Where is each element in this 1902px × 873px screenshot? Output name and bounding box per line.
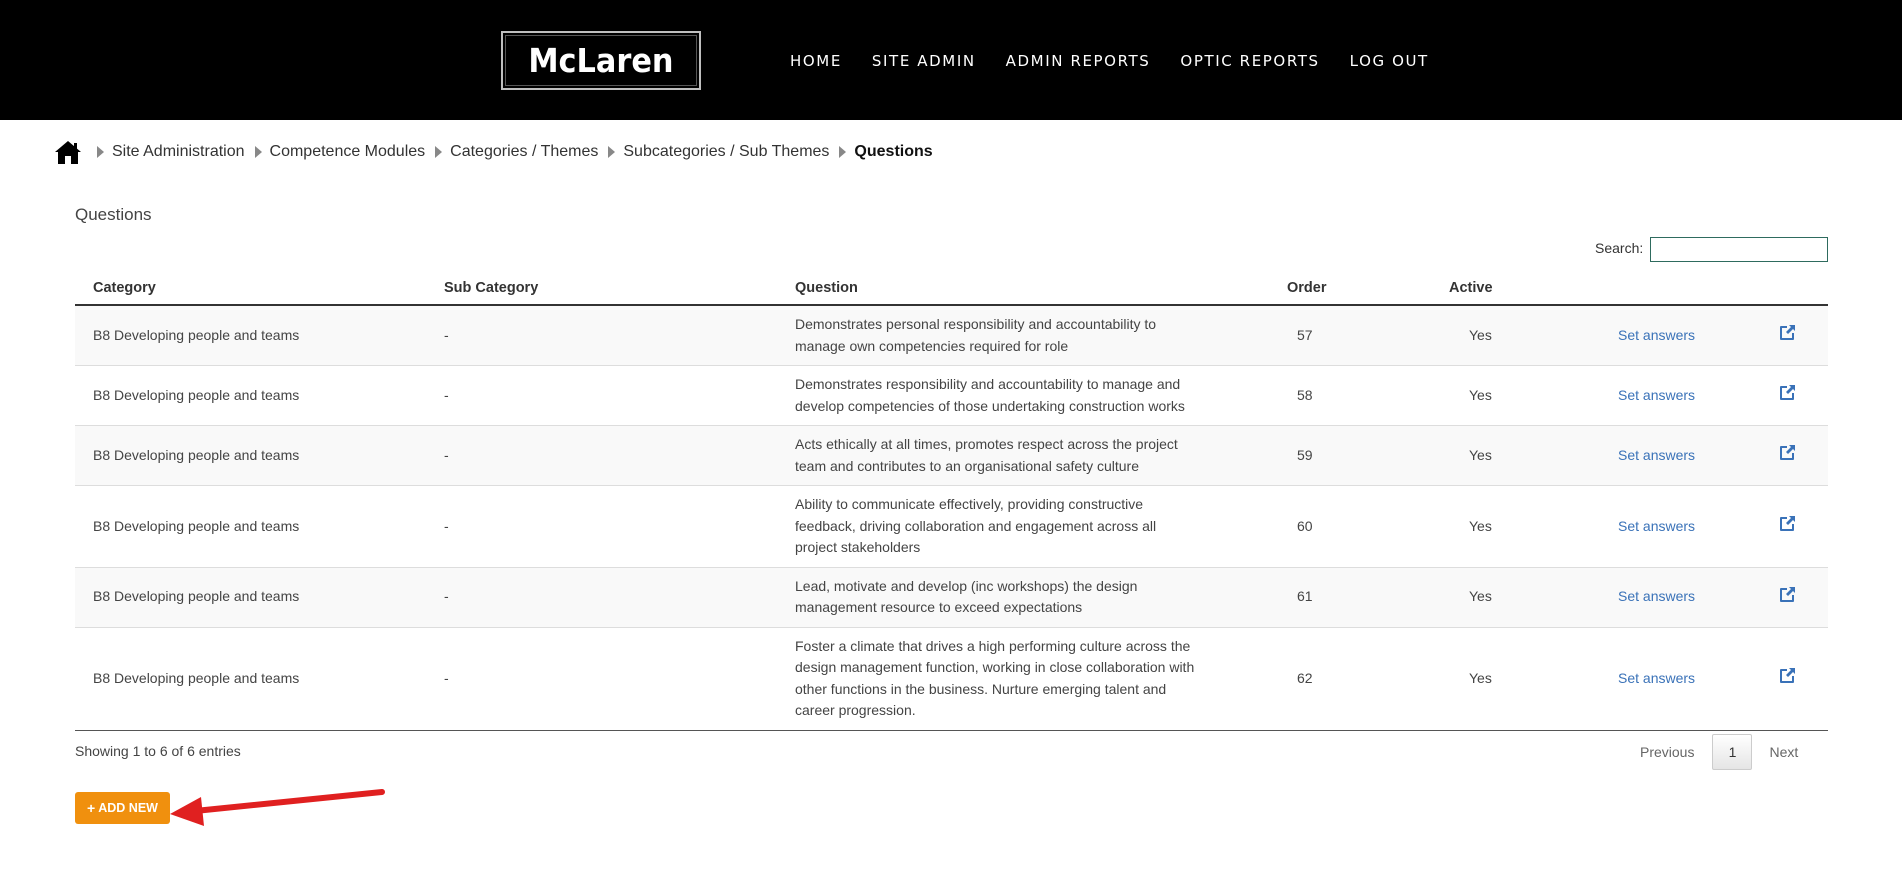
- cell-set-answers: [1600, 567, 1762, 627]
- cell-order: 59: [1269, 426, 1431, 486]
- set-answers-link[interactable]: Set answers: [1618, 386, 1696, 403]
- breadcrumb-categories-themes[interactable]: Categories / Themes: [450, 143, 599, 160]
- external-link-icon[interactable]: [1780, 444, 1796, 460]
- cell-sub-category: -: [426, 305, 777, 366]
- cell-question: [777, 305, 1269, 366]
- cell-question: [777, 366, 1269, 426]
- question-text: Acts ethically at all times, promotes respect across the project team and contributes to an organisational safety culture: [795, 436, 1178, 474]
- breadcrumb-subcategories[interactable]: Subcategories / Sub Themes: [623, 143, 830, 160]
- table-row: [75, 426, 1828, 486]
- cell-question: [777, 627, 1269, 730]
- cell-set-answers: [1600, 305, 1762, 366]
- table-row: [75, 305, 1828, 366]
- header-category[interactable]: Category: [75, 272, 426, 305]
- cell-question: [777, 567, 1269, 627]
- cell-question: [777, 486, 1269, 568]
- cell-active: Yes: [1431, 305, 1600, 366]
- set-answers-link[interactable]: Set answers: [1618, 446, 1696, 463]
- top-navbar: [0, 0, 1902, 120]
- external-link-icon[interactable]: [1780, 515, 1796, 531]
- breadcrumb-separator-icon: [255, 146, 262, 158]
- mclaren-logo[interactable]: [501, 31, 701, 90]
- breadcrumb: [53, 138, 933, 166]
- header-sub-category[interactable]: Sub Category: [426, 272, 777, 305]
- cell-edit: [1762, 567, 1828, 627]
- cell-order: 57: [1269, 305, 1431, 366]
- cell-sub-category: -: [426, 627, 777, 730]
- add-new-label: ADD NEW: [98, 801, 158, 815]
- cell-active: Yes: [1431, 366, 1600, 426]
- cell-active: Yes: [1431, 486, 1600, 568]
- breadcrumb-separator-icon: [97, 146, 104, 158]
- cell-question: [777, 426, 1269, 486]
- questions-table: [75, 272, 1828, 731]
- question-text: Ability to communicate effectively, providing constructive feedback, driving collaboration and engagement across all project stakeholders: [795, 496, 1157, 555]
- cell-sub-category: -: [426, 486, 777, 568]
- breadcrumb-competence-modules[interactable]: Competence Modules: [269, 143, 426, 160]
- set-answers-link[interactable]: Set answers: [1618, 588, 1696, 605]
- breadcrumb-current: Questions: [854, 143, 933, 160]
- nav-home[interactable]: HOME: [790, 52, 842, 70]
- external-link-icon[interactable]: [1780, 667, 1796, 683]
- pagination: [1640, 734, 1798, 770]
- question-text: Foster a climate that drives a high performing culture across the design management function, working in close collaboration with other functions in the business. Nurture emerging talent and career progression.: [795, 637, 1195, 718]
- header-order[interactable]: Order: [1269, 272, 1431, 305]
- header-active[interactable]: Active: [1431, 272, 1600, 305]
- cell-edit: [1762, 627, 1828, 730]
- cell-edit: [1762, 426, 1828, 486]
- home-icon[interactable]: [53, 138, 83, 166]
- cell-active: Yes: [1431, 567, 1600, 627]
- cell-order: 61: [1269, 567, 1431, 627]
- external-link-icon[interactable]: [1780, 384, 1796, 400]
- table-header-row: [75, 272, 1828, 305]
- table-row: [75, 486, 1828, 568]
- page-title: Questions: [75, 205, 152, 224]
- cell-order: 58: [1269, 366, 1431, 426]
- cell-sub-category: -: [426, 567, 777, 627]
- breadcrumb-site-administration[interactable]: Site Administration: [112, 143, 245, 160]
- plus-icon: +: [87, 800, 96, 816]
- cell-category: B8 Developing people and teams: [75, 486, 426, 568]
- table-row: [75, 567, 1828, 627]
- logo-text: McLaren: [528, 41, 674, 80]
- cell-category: B8 Developing people and teams: [75, 627, 426, 730]
- table-body: [75, 305, 1828, 730]
- header-question[interactable]: Question: [777, 272, 1269, 305]
- cell-order: 60: [1269, 486, 1431, 568]
- external-link-icon[interactable]: [1780, 586, 1796, 602]
- cell-category: B8 Developing people and teams: [75, 567, 426, 627]
- cell-active: Yes: [1431, 627, 1600, 730]
- page-1-button[interactable]: 1: [1712, 734, 1752, 770]
- header-empty: [1762, 272, 1828, 305]
- nav-site-admin[interactable]: SITE ADMIN: [871, 52, 976, 70]
- cell-edit: [1762, 305, 1828, 366]
- next-page-button[interactable]: Next: [1769, 744, 1799, 760]
- table-info: Showing 1 to 6 of 6 entries: [75, 743, 241, 759]
- external-link-icon[interactable]: [1780, 324, 1796, 340]
- cell-set-answers: [1600, 627, 1762, 730]
- question-text: Demonstrates responsibility and accountability to manage and develop competencies of those undertaking construction works: [795, 376, 1185, 414]
- set-answers-link[interactable]: Set answers: [1618, 326, 1696, 343]
- previous-page-button[interactable]: Previous: [1640, 744, 1695, 760]
- question-text: Demonstrates personal responsibility and accountability to manage own competencies required for role: [795, 316, 1157, 354]
- cell-sub-category: -: [426, 426, 777, 486]
- cell-order: 62: [1269, 627, 1431, 730]
- nav-admin-reports[interactable]: ADMIN REPORTS: [1005, 52, 1151, 70]
- table-row: [75, 627, 1828, 730]
- nav-optic-reports[interactable]: OPTIC REPORTS: [1180, 52, 1320, 70]
- nav-log-out[interactable]: LOG OUT: [1349, 52, 1429, 70]
- cell-edit: [1762, 366, 1828, 426]
- cell-category: B8 Developing people and teams: [75, 426, 426, 486]
- cell-set-answers: [1600, 426, 1762, 486]
- cell-category: B8 Developing people and teams: [75, 305, 426, 366]
- cell-set-answers: [1600, 486, 1762, 568]
- search-input[interactable]: [1650, 237, 1828, 262]
- header-empty: [1600, 272, 1762, 305]
- cell-active: Yes: [1431, 426, 1600, 486]
- set-answers-link[interactable]: Set answers: [1618, 517, 1696, 534]
- breadcrumb-separator-icon: [608, 146, 615, 158]
- cell-category: B8 Developing people and teams: [75, 366, 426, 426]
- search-label: Search:: [1595, 240, 1644, 256]
- cell-sub-category: -: [426, 366, 777, 426]
- set-answers-link[interactable]: Set answers: [1618, 669, 1696, 686]
- table-row: [75, 366, 1828, 426]
- question-text: Lead, motivate and develop (inc workshops) the design management resource to exceed expectations: [795, 577, 1138, 615]
- add-new-button[interactable]: [75, 792, 170, 824]
- breadcrumb-separator-icon: [839, 146, 846, 158]
- cell-edit: [1762, 486, 1828, 568]
- cell-set-answers: [1600, 366, 1762, 426]
- main-nav: [790, 50, 1459, 72]
- breadcrumb-separator-icon: [435, 146, 442, 158]
